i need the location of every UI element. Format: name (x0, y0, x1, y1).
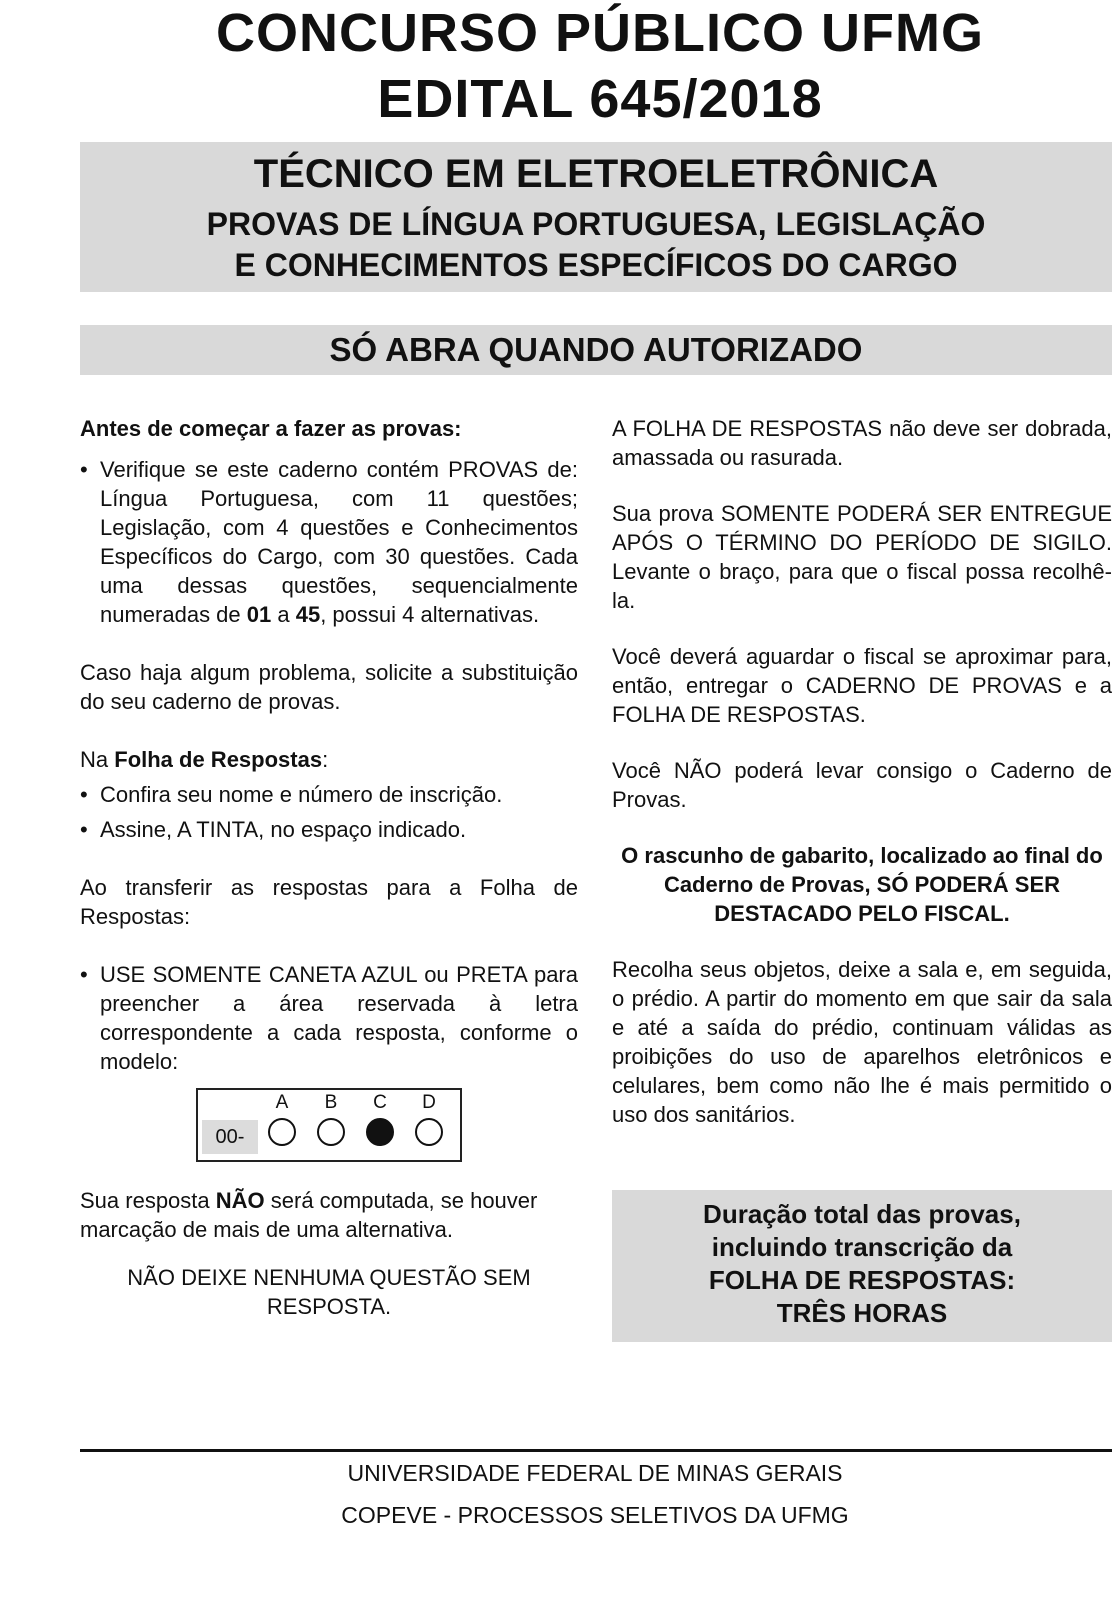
leaving-rules: Recolha seus objetos, deixe a sala e, em seguida, o prédio. A partir do momento em que sair da sala e até a saída do prédio, continuam válidas as proibições do uso de aparelhos eletrônicos e celulares, bem como não lhe é mais permitido o uso dos sanitários. (612, 957, 1112, 1127)
cannot-take-booklet: Você NÃO poderá levar consigo o Caderno de Provas. (612, 758, 1112, 812)
option-letter-c: C (373, 1092, 387, 1113)
duration-line-4: TRÊS HORAS (776, 1298, 948, 1328)
answer-model-number: 00- (202, 1120, 258, 1154)
multi-mark-prefix: Sua resposta (80, 1188, 216, 1213)
first-question-number: 01 (246, 602, 272, 627)
option-letter-d: D (422, 1092, 436, 1113)
position-title: TÉCNICO EM ELETROELETRÔNICA (253, 152, 939, 196)
problem-text: Caso haja algum problema, solicite a substituição do seu caderno de provas. (80, 660, 578, 714)
bubble-d-empty (415, 1118, 443, 1146)
duration-line-1: Duração total das provas, (703, 1199, 1021, 1229)
footer-university: UNIVERSIDADE FEDERAL DE MINAS GERAIS (347, 1460, 843, 1486)
exam-contents-connector: a (271, 602, 296, 627)
duration-box (612, 1190, 1112, 1342)
multi-mark-bold: NÃO (215, 1188, 265, 1213)
exam-info-box (80, 142, 1112, 292)
title-line-2: EDITAL 645/2018 (377, 69, 823, 129)
bubble-a-empty (268, 1118, 296, 1146)
draft-answer-warning: O rascunho de gabarito, localizado ao final do Caderno de Provas, SÓ PODERÁ SER DESTACADO PELO FISCAL. (621, 843, 1103, 926)
transfer-text: Ao transferir as respostas para a Folha de Respostas: (80, 875, 578, 929)
duration-line-3: FOLHA DE RESPOSTAS: (708, 1265, 1016, 1295)
title-line-1: CONCURSO PÚBLICO UFMG (216, 3, 984, 63)
right-column (612, 414, 1112, 1129)
multi-mark-warning (80, 1186, 578, 1244)
exam-contents-text: Verifique se este caderno contém PROVAS de: Língua Portuguesa, com 11 questões; Legislação, com 4 questões e Conhecimentos Específicos do Cargo, com 30 questões. Cada uma dessas questões, sequencialmente numeradas de (100, 457, 578, 627)
answer-model-example (196, 1088, 462, 1162)
answer-sheet-bold: Folha de Respostas (114, 747, 323, 772)
exam-subtitle-line-2: E CONHECIMENTOS ESPECÍFICOS DO CARGO (234, 247, 958, 283)
footer-divider (80, 1449, 1112, 1452)
warning-banner: SÓ ABRA QUANDO AUTORIZADO (80, 325, 1112, 375)
exam-contents-bullet (80, 455, 578, 629)
bubble-c-filled (366, 1118, 394, 1146)
option-letter-a: A (275, 1092, 289, 1113)
exam-subtitle-line-1: PROVAS DE LÍNGUA PORTUGUESA, LEGISLAÇÃO (206, 206, 986, 242)
footer-copeve: COPEVE - PROCESSOS SELETIVOS DA UFMG (341, 1502, 849, 1528)
answer-sheet-care: A FOLHA DE RESPOSTAS não deve ser dobrada, amassada ou rasurada. (612, 416, 1112, 470)
option-letter-b: B (324, 1092, 338, 1113)
delivery-rule: Sua prova SOMENTE PODERÁ SER ENTREGUE APÓS O TÉRMINO DO PERÍODO DE SIGILO. Levante o braço, para que o fiscal possa recolhê-la. (612, 501, 1112, 613)
no-blank-warning: NÃO DEIXE NENHUMA QUESTÃO SEM RESPOSTA. (127, 1265, 531, 1319)
exam-contents-ending: , possui 4 alternativas. (320, 602, 540, 627)
wait-for-proctor: Você deverá aguardar o fiscal se aproximar para, então, entregar o CADERNO DE PROVAS e a FOLHA DE RESPOSTAS. (612, 644, 1112, 727)
last-question-number: 45 (295, 602, 321, 627)
instructions-heading: Antes de começar a fazer as provas: (80, 416, 462, 441)
pen-bullet: • USE SOMENTE CANETA AZUL ou PRETA para preencher a área reservada à letra correspondente a cada resposta, conforme o modelo: (80, 960, 578, 1076)
duration-line-2: incluindo transcrição da (711, 1232, 1013, 1262)
sheet-bullet-name: • Confira seu nome e número de inscrição. (80, 780, 578, 809)
bubble-b-empty (317, 1118, 345, 1146)
sheet-bullet-sign: • Assine, A TINTA, no espaço indicado. (80, 815, 578, 844)
answer-sheet-prefix: Na (80, 747, 115, 772)
left-column (80, 414, 578, 1321)
answer-sheet-heading (80, 745, 578, 774)
multi-mark-suffix: será computada, se houver marcação de mais de uma alternativa. (80, 1188, 538, 1242)
answer-sheet-suffix: : (322, 747, 329, 772)
